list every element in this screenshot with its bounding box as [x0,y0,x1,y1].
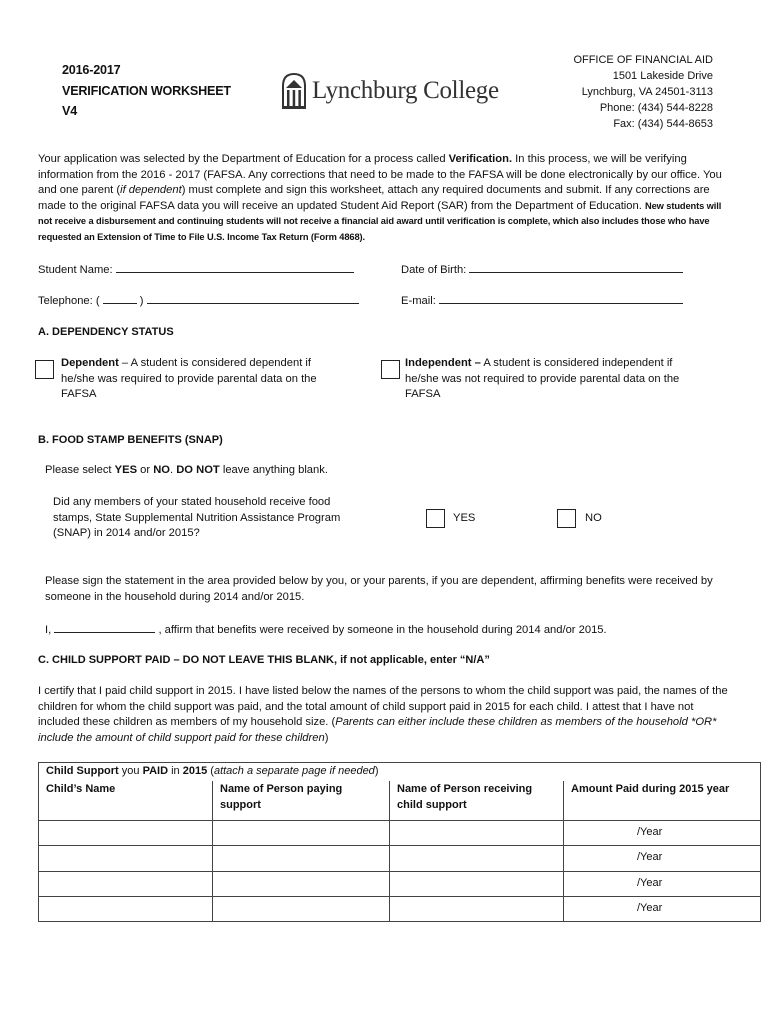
office-phone: Phone: (434) 544-8228 [599,101,713,114]
section-b-heading: B. FOOD STAMP BENEFITS (SNAP) [38,434,223,446]
independent-description [405,356,705,403]
dob-field[interactable] [401,262,683,279]
caption-child-support: Child Support [46,765,119,777]
snap-no-label: NO [585,512,602,524]
college-seal-icon [281,72,307,110]
caption-year: 2015 [182,765,208,777]
title-name: VERIFICATION WORKSHEET [62,83,231,98]
col-paying: Name of Person paying support [213,781,390,821]
intro-verification: Verification. [448,153,513,165]
year-suffix: /Year [637,826,663,838]
email-label: E-mail: [401,295,436,307]
affirm-signature-line[interactable] [54,622,155,633]
telephone-line[interactable] [147,293,359,304]
dob-label: Date of Birth: [401,264,467,276]
col-child-name: Child’s Name [39,781,213,821]
year-suffix: /Year [637,876,663,889]
receiving-cell[interactable] [390,821,564,846]
caption-you: you [118,765,143,777]
intro-text-2: In this process, we will be verifying information from the 2016 - 2017 (FAFSA. Any corrections that need to be made to the FAFSA will be done electronically by our office. You and one parent ( [38,153,722,196]
child-name-cell[interactable] [39,896,213,921]
snap-yes-checkbox[interactable] [426,509,445,528]
instr-text-1: Please select [45,464,115,476]
email-line[interactable] [439,293,683,304]
telephone-label: Telephone: ( [38,295,100,307]
snap-sign-instructions: Please sign the statement in the area provided below by you, or your parents, if you are dependent, affirming benefits were received by someone in the household during 2014 and/or 2015. [45,575,713,603]
dob-line[interactable] [469,262,683,273]
paying-cell[interactable] [213,871,390,896]
instr-yes: YES [114,464,138,476]
table-row [39,871,761,896]
instr-do-not: DO NOT [176,464,220,476]
area-code-line[interactable] [103,293,137,304]
cert-end: ) [324,731,329,744]
table-row [39,846,761,871]
office-fax: Fax: (434) 544-8653 [613,117,713,130]
snap-affirmation [45,622,607,639]
snap-no-checkbox[interactable] [557,509,576,528]
instr-text-3: leave anything blank. [219,464,328,476]
intro-paragraph [38,152,732,245]
year-suffix: /Year [637,851,663,864]
intro-text-1: Your application was selected by the Department of Education for a process called [38,153,449,165]
child-support-certification [38,684,731,746]
dependent-checkbox[interactable] [35,360,54,379]
receiving-cell[interactable] [390,896,564,921]
snap-question: Did any members of your stated household receive food stamps, State Supplemental Nutrition Assistance Program (SNAP) in 2014 and/or 2015? [53,496,341,539]
col-amount: Amount Paid during 2015 year [564,781,761,821]
amount-cell[interactable] [564,896,761,921]
child-name-cell[interactable] [39,871,213,896]
office-city: Lynchburg, VA 24501-3113 [581,85,713,98]
table-row [39,821,761,846]
dependent-description [61,356,343,403]
instr-text-2: . [170,464,177,476]
receiving-cell[interactable] [390,871,564,896]
table-caption [39,763,761,781]
section-a-heading: A. DEPENDENCY STATUS [38,326,174,338]
table-header-row [39,781,761,821]
title-version: V4 [62,104,78,118]
office-address [573,53,713,133]
independent-checkbox[interactable] [381,360,400,379]
independent-text: A student is considered independent if he/she was not required to provide parental data on the FAFSA [405,357,680,400]
cert-italic: Parents can either include these children as members of the household *OR* include the amount of child support paid for these children [38,716,717,744]
receiving-cell[interactable] [390,846,564,871]
paying-cell[interactable] [213,821,390,846]
telephone-field[interactable] [38,293,359,310]
email-field[interactable] [401,293,683,310]
office-name: OFFICE OF FINANCIAL AID [573,54,713,66]
child-name-cell[interactable] [39,846,213,871]
snap-yes-label: YES [453,512,476,524]
instr-no: NO [153,464,170,476]
student-name-line[interactable] [116,262,354,273]
instr-or: or [137,464,154,476]
dependent-label: Dependent [61,357,119,369]
amount-cell[interactable] [564,821,761,846]
college-logo [281,70,499,112]
intro-warning: New students will not receive a disbursement and continuing students will not receive a financial aid award until verification is complete, which also includes those who have requested an Extension of Time to File U.S. Income Tax Return (Form 4868). [38,200,722,242]
worksheet-title [62,60,231,122]
intro-text-3: ) must complete and sign this worksheet, attach any required documents and submit. If any corrections are made to the original FAFSA data you will receive an updated Student Aid Report (SAR) from the Department of Education. [38,184,710,212]
student-name-label: Student Name: [38,264,113,276]
caption-in: in [168,765,183,777]
section-c-heading: C. CHILD SUPPORT PAID – DO NOT LEAVE THIS BLANK, if not applicable, enter “N/A” [38,654,490,666]
title-year: 2016-2017 [62,63,121,77]
student-name-field[interactable] [38,262,354,279]
college-name: Lynchburg College [312,77,499,105]
caption-paren-close: ) [374,765,379,777]
intro-if-dependent: if dependent [120,184,182,196]
caption-attach: attach a separate page if needed [213,765,375,777]
affirm-prefix: I, [45,624,52,636]
paying-cell[interactable] [213,846,390,871]
child-name-cell[interactable] [39,821,213,846]
affirm-text: , affirm that benefits were received by someone in the household during 2014 and/or 2015. [158,624,607,636]
child-support-table [38,762,761,922]
independent-label: Independent – [405,357,481,369]
table-row [39,896,761,921]
snap-instructions [45,463,328,479]
table-caption-row [39,763,761,781]
dependent-text: – A student is considered dependent if he/she was required to provide parental data on the FAFSA [61,357,317,400]
telephone-paren: ) [139,295,144,307]
year-suffix: /Year [637,901,663,914]
caption-paid: PAID [142,765,169,777]
cert-text: I certify that I paid child support in 2015. I have listed below the names of the persons to whom the child support was paid, the names of the children for whom the child support was paid, and the total amount of child support paid in 2015 for each child. I attest that I have not included these children as members of my household size. ( [38,685,728,728]
col-receiving: Name of Person receiving child support [390,781,564,821]
amount-cell[interactable] [564,871,761,896]
caption-paren: ( [207,765,214,777]
office-street: 1501 Lakeside Drive [612,69,713,82]
amount-cell[interactable] [564,846,761,871]
paying-cell[interactable] [213,896,390,921]
